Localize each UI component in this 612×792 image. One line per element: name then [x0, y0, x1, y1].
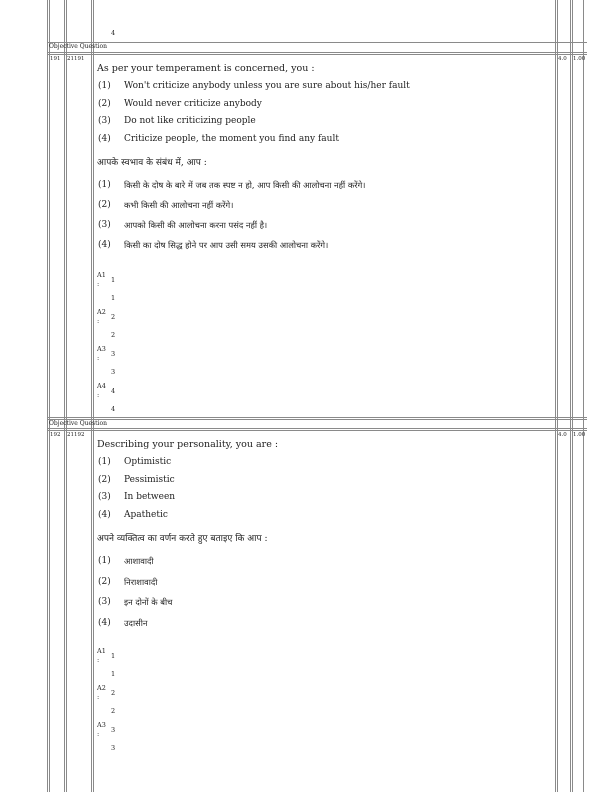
option-text: Do not like criticizing people — [124, 116, 256, 126]
question-text-hindi: आपके स्वभाव के संबंध में, आप : — [97, 158, 207, 168]
answer-repeat: 4 — [111, 405, 116, 413]
question-serial: 192 — [50, 432, 61, 438]
answer-value: 1 — [111, 652, 116, 660]
answer-label: A4 — [97, 382, 106, 390]
answer-colon: : — [97, 354, 100, 362]
previous-answer-value: 4 — [111, 29, 116, 37]
option-text-hindi: आपको किसी की आलोचना करना पसंद नहीं है। — [124, 220, 268, 230]
answer-label: A3 — [97, 345, 106, 353]
option-number: (2) — [98, 200, 111, 210]
question-negative-marks: 1.00 — [573, 56, 586, 62]
option-number: (1) — [98, 180, 111, 190]
question-id: 21192 — [67, 432, 85, 438]
answer-label: A3 — [97, 721, 106, 729]
answer-value: 3 — [111, 350, 116, 358]
option-text: Apathetic — [124, 510, 168, 520]
option-number: (2) — [98, 577, 111, 587]
option-text: Pessimistic — [124, 475, 175, 485]
answer-colon: : — [97, 280, 100, 288]
option-text-hindi: उदासीन — [124, 618, 148, 628]
option-number: (1) — [98, 81, 111, 91]
answer-repeat: 1 — [111, 294, 116, 302]
answer-label: A2 — [97, 308, 106, 316]
answer-repeat: 2 — [111, 331, 116, 339]
option-number: (2) — [98, 99, 111, 109]
option-number: (3) — [98, 597, 111, 607]
option-number: (3) — [98, 492, 111, 502]
option-number: (3) — [98, 220, 111, 230]
option-text-hindi: आशावादी — [124, 556, 154, 566]
option-number: (2) — [98, 475, 111, 485]
answer-label: A1 — [97, 647, 106, 655]
answer-value: 3 — [111, 726, 116, 734]
option-number: (1) — [98, 556, 111, 566]
question-marks: 4.0 — [558, 56, 567, 62]
question-type-label: Objective Question — [49, 420, 107, 427]
answer-colon: : — [97, 317, 100, 325]
option-text: Would never criticize anybody — [124, 99, 262, 109]
answer-colon: : — [97, 391, 100, 399]
answer-label: A2 — [97, 684, 106, 692]
option-number: (1) — [98, 457, 111, 467]
answer-repeat: 3 — [111, 368, 116, 376]
answer-repeat: 3 — [111, 744, 116, 752]
question-serial: 191 — [50, 56, 61, 62]
question-text-english: Describing your personality, you are : — [97, 439, 279, 450]
answer-value: 2 — [111, 689, 116, 697]
option-text-hindi: किसी के दोष के बारे में जब तक स्पष्ट न हो, आप किसी की आलोचना नहीं करेंगे। — [124, 180, 366, 190]
question-text-english: As per your temperament is concerned, you : — [97, 63, 315, 74]
answer-colon: : — [97, 656, 100, 664]
option-number: (4) — [98, 510, 111, 520]
answer-label: A1 — [97, 271, 106, 279]
answer-repeat: 2 — [111, 707, 116, 715]
option-text-hindi: निराशावादी — [124, 577, 158, 587]
option-number: (4) — [98, 134, 111, 144]
option-text-hindi: इन दोनों के बीच — [124, 597, 173, 607]
answer-repeat: 1 — [111, 670, 116, 678]
option-text: Won't criticize anybody unless you are sure about his/her fault — [124, 81, 410, 91]
option-text-hindi: कभी किसी की आलोचना नहीं करेंगे। — [124, 200, 234, 210]
answer-value: 1 — [111, 276, 116, 284]
option-number: (3) — [98, 116, 111, 126]
option-text: Criticize people, the moment you find any fault — [124, 134, 339, 144]
option-number: (4) — [98, 240, 111, 250]
option-text: Optimistic — [124, 457, 172, 467]
question-id: 21191 — [67, 56, 85, 62]
answer-colon: : — [97, 693, 100, 701]
answer-value: 2 — [111, 313, 116, 321]
option-text: In between — [124, 492, 176, 502]
question-type-label: Objective Question — [49, 43, 107, 50]
answer-value: 4 — [111, 387, 116, 395]
answer-colon: : — [97, 730, 100, 738]
question-text-hindi: अपने व्यक्तित्व का वर्णन करते हुए बताइए कि आप : — [97, 534, 268, 544]
question-negative-marks: 1.00 — [573, 432, 586, 438]
option-number: (4) — [98, 618, 111, 628]
question-marks: 4.0 — [558, 432, 567, 438]
option-text-hindi: किसी का दोष सिद्ध होने पर आप उसी समय उसकी आलोचना करेंगे। — [124, 240, 329, 250]
